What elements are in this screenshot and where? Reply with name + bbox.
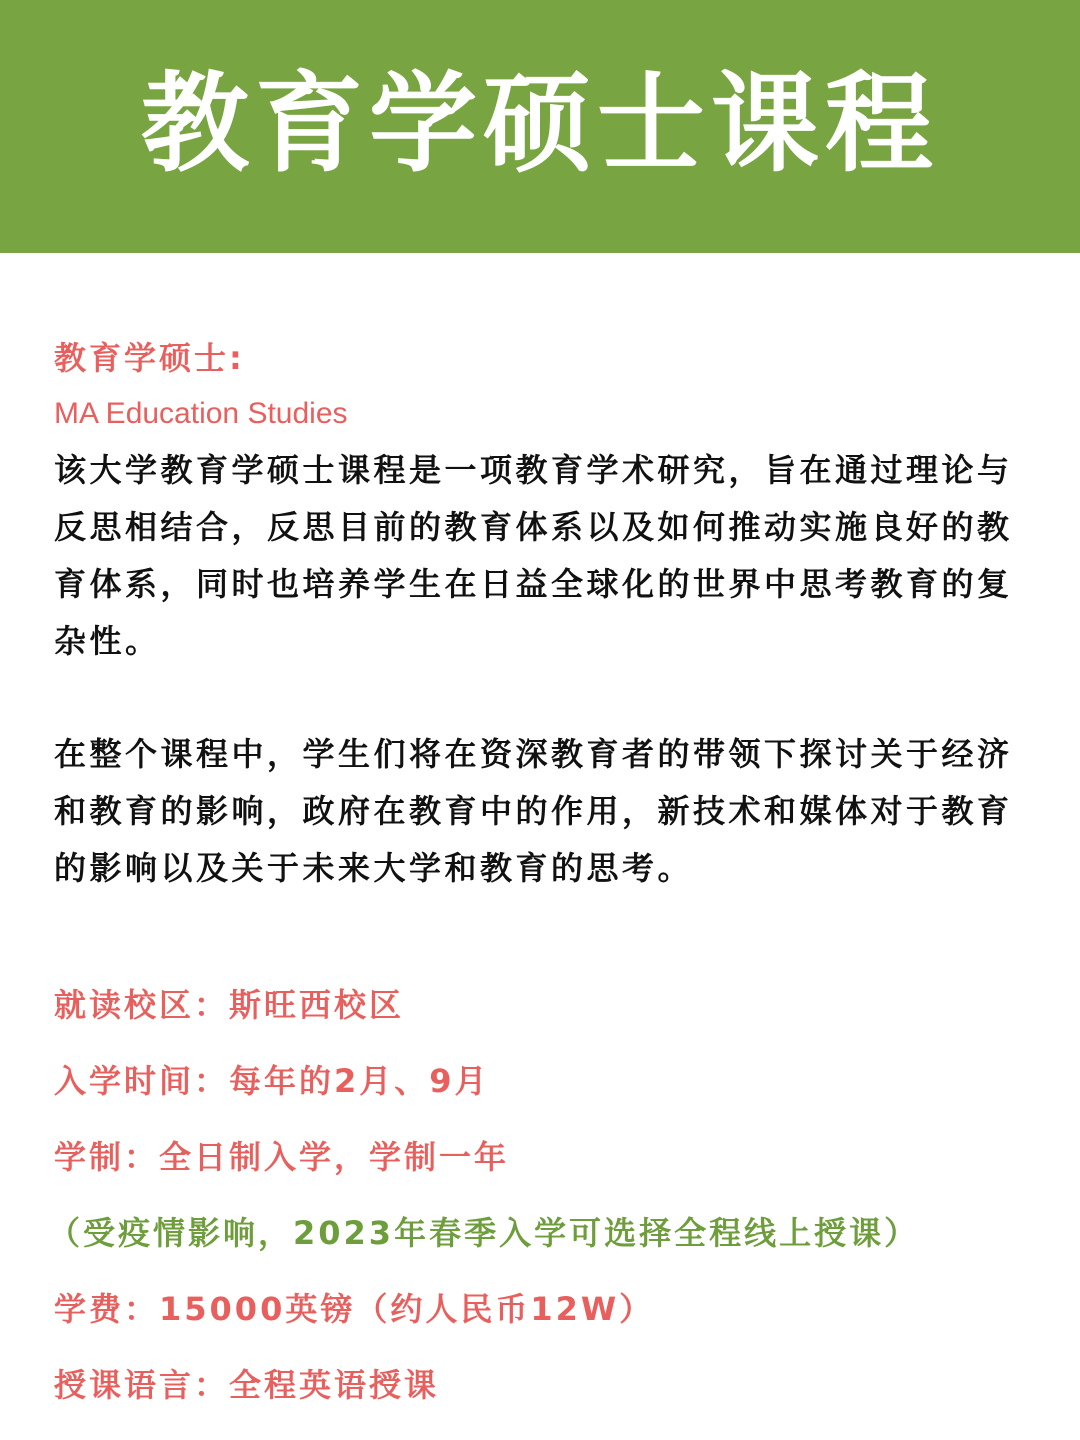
tuition-info: 学费：15000英镑（约人民币12W） <box>54 1290 655 1328</box>
duration-info: 学制：全日制入学，学制一年 <box>54 1138 510 1176</box>
description-paragraph-1: 该大学教育学硕士课程是一项教育学术研究，旨在通过理论与反思相结合，反思目前的教育体系以及如何推动实施良好的教育体系，同时也培养学生在日益全球化的世界中思考教育的复杂性。 <box>54 451 1013 660</box>
intake-info: 入学时间：每年的2月、9月 <box>54 1062 490 1100</box>
program-subtitle-cn: 教育学硕士: <box>54 339 245 377</box>
program-subtitle-en: MA Education Studies <box>54 397 348 430</box>
header-banner <box>0 0 1080 253</box>
page-title: 教育学硕士课程 <box>140 61 939 187</box>
description-paragraph-2: 在整个课程中，学生们将在资深教育者的带领下探讨关于经济和教育的影响，政府在教育中的作用，新技术和媒体对于教育的影响以及关于未来大学和教育的思考。 <box>54 735 1013 887</box>
main-content <box>48 336 1026 1437</box>
language-info: 授课语言：全程英语授课 <box>54 1366 440 1404</box>
campus-info: 就读校区：斯旺西校区 <box>54 986 405 1024</box>
program-details <box>48 981 1026 1409</box>
covid-note: （受疫情影响，2023年春季入学可选择全程线上授课） <box>48 1214 920 1252</box>
